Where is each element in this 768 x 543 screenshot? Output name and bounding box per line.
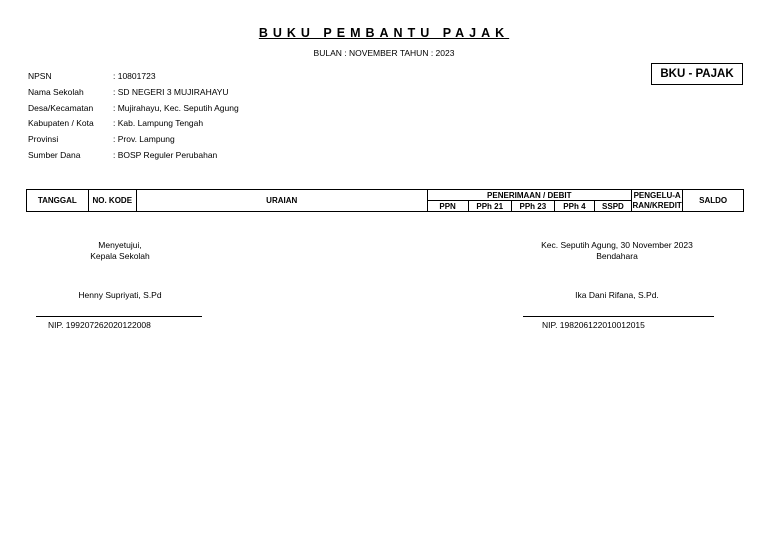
info-value: : Kab. Lampung Tengah: [113, 118, 204, 128]
info-value: : BOSP Reguler Perubahan: [113, 150, 218, 160]
col-penerimaan-debit: PENERIMAAN / DEBIT: [427, 190, 631, 201]
signature-line: [523, 316, 714, 317]
signature-line: [36, 316, 202, 317]
info-value: : Prov. Lampung: [113, 134, 175, 144]
info-value: : Mujirahayu, Kec. Seputih Agung: [113, 103, 239, 113]
principal-nip: NIP. 199207262020122008: [48, 320, 151, 330]
col-pph4: PPh 4: [554, 201, 594, 212]
info-label: NPSN: [28, 71, 52, 81]
col-sspd: SSPD: [594, 201, 631, 212]
info-label: Kabupaten / Kota: [28, 118, 94, 128]
principal-name: Henny Supriyati, S.Pd: [78, 290, 162, 300]
col-saldo: SALDO: [683, 190, 744, 212]
treasurer-nip: NIP. 198206122010012015: [542, 320, 645, 330]
col-no-kode: NO. KODE: [88, 190, 136, 212]
period-subtitle: BULAN : NOVEMBER TAHUN : 2023: [313, 48, 455, 58]
place-date: Kec. Seputih Agung, 30 November 2023: [541, 240, 693, 250]
bku-badge: BKU - PAJAK: [651, 63, 743, 85]
col-pengeluaran-kredit: PENGELU-ARAN/KREDIT: [632, 190, 682, 210]
info-value: : SD NEGERI 3 MUJIRAHAYU: [113, 87, 229, 97]
col-pph23: PPh 23: [511, 201, 554, 212]
info-label: Provinsi: [28, 134, 59, 144]
treasurer-name: Ika Dani Rifana, S.Pd.: [575, 290, 659, 300]
info-label: Nama Sekolah: [28, 87, 84, 97]
document-title: BUKU PEMBANTU PAJAK: [258, 26, 510, 40]
col-ppn: PPN: [427, 201, 468, 212]
approval-text: Menyetujui,: [98, 240, 142, 250]
col-uraian: URAIAN: [136, 190, 427, 212]
info-value: : 10801723: [113, 71, 156, 81]
principal-title: Kepala Sekolah: [90, 251, 150, 261]
info-label: Sumber Dana: [28, 150, 81, 160]
tax-ledger-table: [26, 189, 744, 212]
col-tanggal: TANGGAL: [27, 190, 89, 212]
treasurer-title: Bendahara: [596, 251, 638, 261]
col-pph21: PPh 21: [468, 201, 511, 212]
info-label: Desa/Kecamatan: [28, 103, 94, 113]
